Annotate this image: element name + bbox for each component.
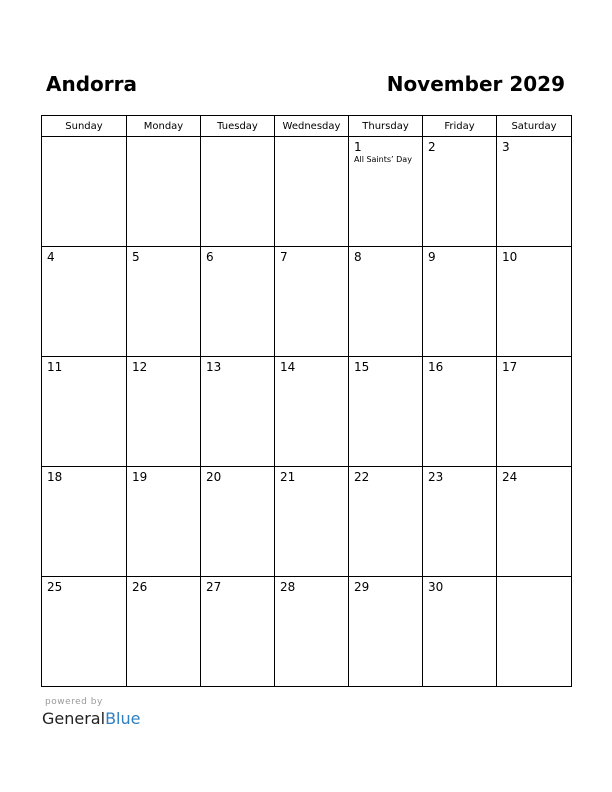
day-cell	[349, 137, 423, 247]
day-cell	[127, 357, 201, 467]
day-cell	[497, 577, 572, 687]
day-cell	[275, 137, 349, 247]
day-number: 5	[132, 250, 140, 264]
day-number: 17	[502, 360, 518, 374]
day-cell	[201, 247, 275, 357]
day-number: 9	[428, 250, 436, 264]
day-number: 8	[354, 250, 362, 264]
day-cell	[497, 467, 572, 577]
day-number: 16	[428, 360, 444, 374]
day-cell	[275, 357, 349, 467]
weekday-header: Thursday	[349, 116, 423, 137]
calendar-grid	[41, 115, 572, 687]
day-number: 6	[206, 250, 214, 264]
day-number: 20	[206, 470, 222, 484]
week-row	[42, 247, 572, 357]
country-title: Andorra	[46, 72, 137, 96]
day-number: 27	[206, 580, 222, 594]
day-cell	[201, 467, 275, 577]
day-number: 12	[132, 360, 148, 374]
powered-by-text: powered by	[45, 697, 103, 707]
day-cell	[349, 357, 423, 467]
day-cell	[497, 247, 572, 357]
weekday-header: Monday	[127, 116, 201, 137]
day-cell	[42, 577, 127, 687]
day-number: 23	[428, 470, 444, 484]
day-number: 13	[206, 360, 222, 374]
day-number: 28	[280, 580, 296, 594]
day-cell	[127, 137, 201, 247]
brand-blue-text: Blue	[105, 709, 141, 728]
day-cell	[127, 467, 201, 577]
brand-general-text: General	[42, 709, 106, 728]
day-cell	[127, 247, 201, 357]
month-year-title: November 2029	[386, 72, 565, 96]
day-cell	[423, 137, 497, 247]
day-number: 18	[47, 470, 63, 484]
day-cell	[423, 577, 497, 687]
day-number: 29	[354, 580, 370, 594]
day-cell	[423, 467, 497, 577]
week-row	[42, 137, 572, 247]
day-cell	[349, 577, 423, 687]
day-cell	[349, 247, 423, 357]
day-number: 19	[132, 470, 148, 484]
day-cell	[42, 467, 127, 577]
day-number: 25	[47, 580, 63, 594]
day-cell	[201, 357, 275, 467]
weekday-header: Friday	[423, 116, 497, 137]
day-cell	[201, 577, 275, 687]
day-cell	[275, 577, 349, 687]
day-cell	[42, 137, 127, 247]
day-number: 1	[354, 140, 362, 154]
day-cell	[423, 247, 497, 357]
day-number: 11	[47, 360, 63, 374]
generalblue-logo[interactable]	[42, 709, 140, 729]
footer-branding	[42, 697, 140, 729]
weekday-header: Saturday	[497, 116, 572, 137]
day-cell	[497, 357, 572, 467]
day-number: 30	[428, 580, 444, 594]
day-number: 22	[354, 470, 370, 484]
day-number: 26	[132, 580, 148, 594]
week-row	[42, 577, 572, 687]
day-number: 24	[502, 470, 518, 484]
day-cell	[42, 357, 127, 467]
day-number: 21	[280, 470, 296, 484]
day-cell	[42, 247, 127, 357]
day-cell	[497, 137, 572, 247]
weekday-header-row	[42, 116, 572, 137]
day-cell	[349, 467, 423, 577]
day-cell	[275, 247, 349, 357]
holiday-label: All Saints’ Day	[354, 155, 412, 164]
weekday-header: Sunday	[42, 116, 127, 137]
day-cell	[201, 137, 275, 247]
day-cell	[423, 357, 497, 467]
day-cell	[275, 467, 349, 577]
weekday-header: Tuesday	[201, 116, 275, 137]
weekday-header: Wednesday	[275, 116, 349, 137]
week-row	[42, 467, 572, 577]
day-number: 4	[47, 250, 55, 264]
day-number: 10	[502, 250, 518, 264]
day-number: 7	[280, 250, 288, 264]
day-number: 15	[354, 360, 370, 374]
day-number: 3	[502, 140, 510, 154]
day-cell	[127, 577, 201, 687]
day-number: 2	[428, 140, 436, 154]
day-number: 14	[280, 360, 296, 374]
week-row	[42, 357, 572, 467]
